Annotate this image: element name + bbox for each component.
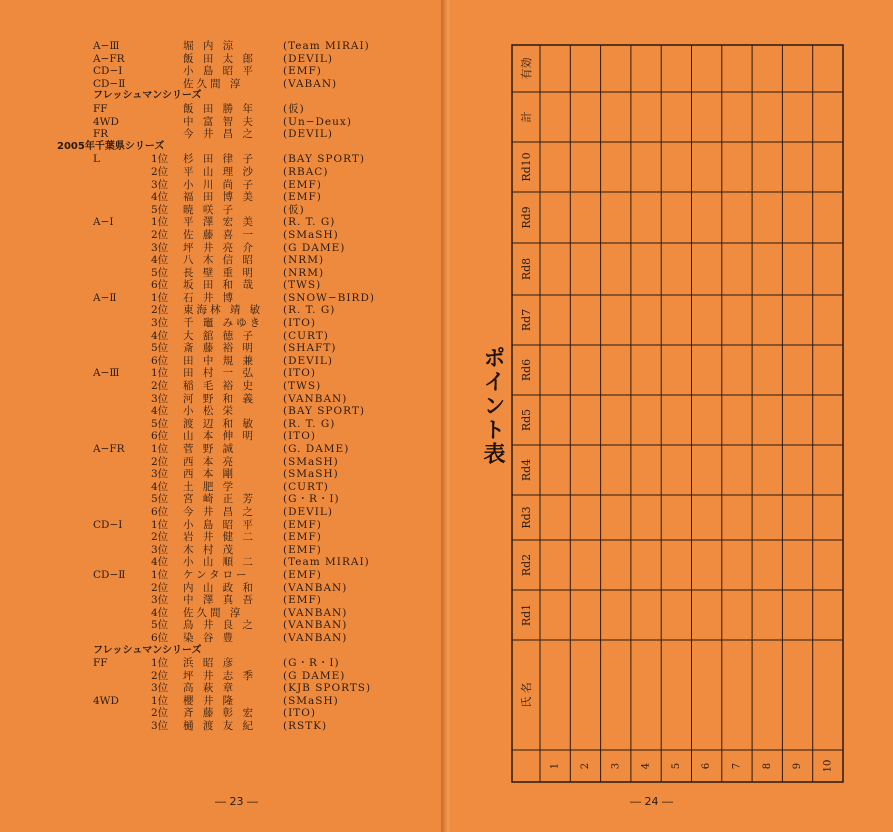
team-name: (VANBAN) — [283, 606, 348, 619]
team-name: (SHAFT) — [283, 342, 337, 355]
row-number-label: 8 — [761, 762, 773, 770]
team-name: (DEVIL) — [283, 505, 333, 518]
team-name: (DEVIL) — [283, 52, 333, 65]
team-name: (SNOW−BIRD) — [283, 291, 375, 304]
driver-name: 染 谷 豊 — [183, 631, 237, 644]
team-name: (EMF) — [283, 543, 322, 556]
driver-name: 東海林 靖 敏 — [183, 304, 264, 317]
rank-label: 6位 — [151, 631, 169, 644]
team-name: (SMaSH) — [283, 468, 339, 481]
points-table-title: ポイント表 — [480, 346, 505, 466]
rank-label: 6位 — [151, 505, 169, 518]
class-label: A−FR — [93, 52, 125, 65]
driver-name: 飯 田 太 郎 — [183, 52, 257, 65]
driver-name: 小 島 昭 平 — [183, 65, 257, 78]
rank-label: 3位 — [151, 543, 169, 556]
driver-name: 山 本 伸 明 — [183, 430, 257, 443]
rank-label: 2位 — [151, 304, 169, 317]
team-name: (G・R・I) — [283, 657, 340, 670]
class-label: 4WD — [93, 115, 119, 128]
class-label: A−FR — [93, 443, 125, 455]
class-label: CD−Ⅰ — [93, 65, 123, 78]
driver-name: 平 澤 宏 美 — [183, 216, 257, 229]
rank-label: 4位 — [151, 606, 169, 619]
rank-label: 3位 — [151, 317, 169, 330]
team-name: (RBAC) — [283, 165, 329, 178]
driver-name: 鳥 井 良 之 — [183, 619, 257, 632]
driver-name: 田 中 規 兼 — [183, 354, 257, 367]
team-name: (BAY SPORT) — [283, 153, 365, 166]
class-label: A−Ⅲ — [93, 40, 120, 52]
driver-name: 西 本 剛 — [183, 468, 237, 481]
rank-label: 2位 — [151, 455, 169, 468]
rank-label: 3位 — [151, 468, 169, 481]
driver-name: 佐 藤 喜 一 — [183, 228, 257, 241]
row-number-label: 1 — [549, 762, 561, 770]
driver-name: 大 舘 徳 子 — [183, 329, 257, 342]
driver-name: 岩 井 健 二 — [183, 531, 257, 544]
team-name: (DEVIL) — [283, 128, 333, 141]
rank-label: 1位 — [151, 216, 169, 229]
team-name: (ITO) — [283, 317, 316, 330]
driver-name: 中 澤 真 吾 — [183, 594, 257, 607]
team-name: (DEVIL) — [283, 354, 333, 367]
driver-name: 坪 井 志 季 — [183, 669, 257, 682]
driver-name: 坪 井 亮 介 — [183, 241, 257, 254]
driver-name: 木 村 茂 — [183, 543, 237, 556]
row-number-label: 10 — [822, 759, 834, 773]
team-name: (Team MIRAI) — [283, 40, 370, 52]
driver-name: 平 山 理 沙 — [183, 165, 257, 178]
driver-name: 福 田 博 美 — [183, 191, 257, 204]
table-header-label: Rd1 — [520, 603, 533, 627]
rank-label: 3位 — [151, 682, 169, 695]
driver-name: 今 井 昌 之 — [183, 128, 257, 141]
row-number-label: 5 — [670, 762, 682, 770]
row-number-label: 4 — [640, 762, 652, 770]
driver-name: 内 山 政 和 — [183, 581, 257, 594]
team-name: (G. DAME) — [283, 443, 350, 455]
driver-name: 宮 崎 正 芳 — [183, 493, 257, 506]
rank-label: 1位 — [151, 518, 169, 531]
driver-name: 小 島 昭 平 — [183, 518, 257, 531]
driver-name: 暁 咲 子 — [183, 203, 237, 216]
class-label: CD−Ⅱ — [93, 568, 126, 581]
team-name: (EMF) — [283, 531, 322, 544]
team-name: (BAY SPORT) — [283, 405, 365, 418]
driver-name: 高 萩 章 — [183, 682, 237, 695]
team-name: (VANBAN) — [283, 392, 348, 405]
rank-label: 4位 — [151, 329, 169, 342]
table-header-label: Rd5 — [520, 408, 533, 432]
driver-name: 浜 昭 彦 — [183, 657, 237, 670]
class-label: A−Ⅱ — [93, 291, 117, 304]
row-number-label: 9 — [792, 762, 804, 770]
driver-name: 菅 野 誠 — [183, 443, 237, 455]
driver-name: 斎 藤 裕 明 — [183, 342, 257, 355]
class-label: CD−Ⅰ — [93, 518, 123, 531]
team-name: (R. T. G) — [283, 216, 336, 229]
class-label: FF — [93, 102, 108, 115]
page-number-left: ― 23 ― — [215, 795, 258, 808]
rank-label: 3位 — [151, 594, 169, 607]
row-number-label: 6 — [701, 762, 713, 770]
team-name: (EMF) — [283, 568, 322, 581]
rank-label: 6位 — [151, 430, 169, 443]
table-header-label: Rd9 — [520, 206, 533, 229]
rank-label: 1位 — [151, 568, 169, 581]
page-number-right: ― 24 ― — [630, 795, 673, 808]
table-header-label: Rd4 — [520, 458, 533, 482]
driver-name: 千 竈 みゆき — [183, 317, 264, 330]
driver-name: 長 壁 重 明 — [183, 266, 257, 279]
driver-name: 八 木 信 昭 — [183, 254, 257, 267]
rank-label: 2位 — [151, 531, 169, 544]
rank-label: 2位 — [151, 581, 169, 594]
row-number-label: 7 — [731, 762, 743, 770]
rank-label: 1位 — [151, 367, 169, 380]
team-name: (ITO) — [283, 430, 316, 443]
team-name: (G DAME) — [283, 241, 346, 254]
table-header-label: Rd3 — [520, 506, 533, 529]
team-name: (G・R・I) — [283, 493, 340, 506]
driver-name: 土 肥 学 — [183, 480, 237, 493]
driver-name: 佐久間 淳 — [183, 77, 244, 90]
team-name: (VANBAN) — [283, 631, 348, 644]
class-label: A−Ⅲ — [93, 367, 120, 380]
team-name: (G DAME) — [283, 669, 346, 682]
driver-name: 佐久間 淳 — [183, 606, 244, 619]
team-name: (Team MIRAI) — [283, 556, 370, 569]
driver-name: 小 山 順 二 — [183, 556, 257, 569]
driver-name: 斉 藤 彰 宏 — [183, 707, 257, 720]
driver-name: 櫻 井 隆 — [183, 694, 237, 707]
class-label: 4WD — [93, 694, 119, 707]
driver-name: 石 井 博 — [183, 291, 237, 304]
rank-label: 3位 — [151, 178, 169, 191]
class-label: FR — [93, 128, 109, 141]
rank-label: 4位 — [151, 254, 169, 267]
driver-name: 坂 田 和 哉 — [183, 279, 257, 292]
rank-label: 4位 — [151, 191, 169, 204]
team-name: (R. T. G) — [283, 417, 336, 430]
rank-label: 4位 — [151, 480, 169, 493]
rank-label: 5位 — [151, 342, 169, 355]
driver-name: 渡 辺 和 敏 — [183, 417, 257, 430]
rank-label: 3位 — [151, 241, 169, 254]
team-name: (EMF) — [283, 191, 322, 204]
row-number-label: 2 — [579, 762, 591, 770]
team-name: (TWS) — [283, 279, 322, 292]
rank-label: 1位 — [151, 443, 169, 455]
team-name: (VABAN) — [283, 77, 338, 90]
rank-label: 5位 — [151, 203, 169, 216]
driver-name: 杉 田 律 子 — [183, 153, 257, 166]
team-name: (SMaSH) — [283, 694, 339, 707]
rank-label: 5位 — [151, 417, 169, 430]
class-label: A−Ⅰ — [93, 216, 114, 229]
driver-name: 小 川 尚 子 — [183, 178, 257, 191]
series-title: フレッシュマンシリーズ — [93, 644, 202, 656]
rank-label: 6位 — [151, 279, 169, 292]
team-name: (EMF) — [283, 65, 322, 78]
rank-label: 3位 — [151, 392, 169, 405]
driver-name: 稲 毛 裕 史 — [183, 380, 257, 393]
team-name: (ITO) — [283, 707, 316, 720]
team-name: (NRM) — [283, 266, 325, 279]
driver-name: 今 井 昌 之 — [183, 505, 257, 518]
team-name: (RSTK) — [283, 720, 328, 733]
rank-label: 2位 — [151, 707, 169, 720]
rank-label: 5位 — [151, 266, 169, 279]
rank-label: 1位 — [151, 657, 169, 670]
team-name: (EMF) — [283, 178, 322, 191]
driver-name: 飯 田 勝 年 — [183, 102, 257, 115]
driver-name: 西 本 亮 — [183, 455, 237, 468]
class-label: CD−Ⅱ — [93, 77, 126, 90]
rank-label: 2位 — [151, 228, 169, 241]
series-title: フレッシュマンシリーズ — [93, 90, 202, 102]
team-name: (NRM) — [283, 254, 325, 267]
team-name: (VANBAN) — [283, 619, 348, 632]
team-name: (EMF) — [283, 594, 322, 607]
table-header-label: 有効 — [520, 57, 533, 80]
class-label: L — [93, 153, 100, 166]
table-header-label: Rd2 — [520, 553, 533, 577]
team-name: (ITO) — [283, 367, 316, 380]
rank-label: 2位 — [151, 380, 169, 393]
team-name: (仮) — [283, 203, 305, 216]
series-title: 2005年千葉県シリーズ — [57, 140, 165, 152]
class-label: FF — [93, 657, 108, 670]
team-name: (SMaSH) — [283, 455, 339, 468]
team-name: (CURT) — [283, 480, 329, 493]
driver-name: ケンタロー — [183, 568, 250, 581]
team-name: (EMF) — [283, 518, 322, 531]
table-header-label: Rd10 — [520, 152, 533, 182]
team-name: (Un−Deux) — [283, 115, 352, 128]
rank-label: 6位 — [151, 354, 169, 367]
rank-label: 2位 — [151, 165, 169, 178]
rank-label: 5位 — [151, 619, 169, 632]
driver-name: 田 村 一 弘 — [183, 367, 257, 380]
driver-name: 河 野 和 義 — [183, 392, 257, 405]
table-header-label: Rd8 — [520, 257, 533, 281]
table-header-label: Rd7 — [520, 308, 533, 332]
table-header-label: Rd6 — [520, 358, 533, 382]
team-name: (VANBAN) — [283, 581, 348, 594]
rank-label: 5位 — [151, 493, 169, 506]
team-name: (R. T. G) — [283, 304, 336, 317]
driver-name: 中 富 智 夫 — [183, 115, 257, 128]
rank-label: 1位 — [151, 153, 169, 166]
rank-label: 4位 — [151, 405, 169, 418]
rank-label: 1位 — [151, 291, 169, 304]
team-name: (TWS) — [283, 380, 322, 393]
team-name: (SMaSH) — [283, 228, 339, 241]
rank-label: 3位 — [151, 720, 169, 733]
team-name: (KJB SPORTS) — [283, 682, 372, 695]
table-header-label: 氏 名 — [520, 682, 533, 708]
rank-label: 4位 — [151, 556, 169, 569]
team-name: (仮) — [283, 102, 305, 115]
row-number-label: 3 — [610, 762, 622, 770]
driver-name: 堀 内 涼 — [183, 40, 237, 52]
table-header-label: 計 — [520, 111, 533, 123]
team-name: (CURT) — [283, 329, 329, 342]
rank-label: 2位 — [151, 669, 169, 682]
table-border — [512, 45, 843, 782]
driver-name: 樋 渡 友 紀 — [183, 720, 257, 733]
rank-label: 1位 — [151, 694, 169, 707]
driver-name: 小 松 栄 — [183, 405, 237, 418]
